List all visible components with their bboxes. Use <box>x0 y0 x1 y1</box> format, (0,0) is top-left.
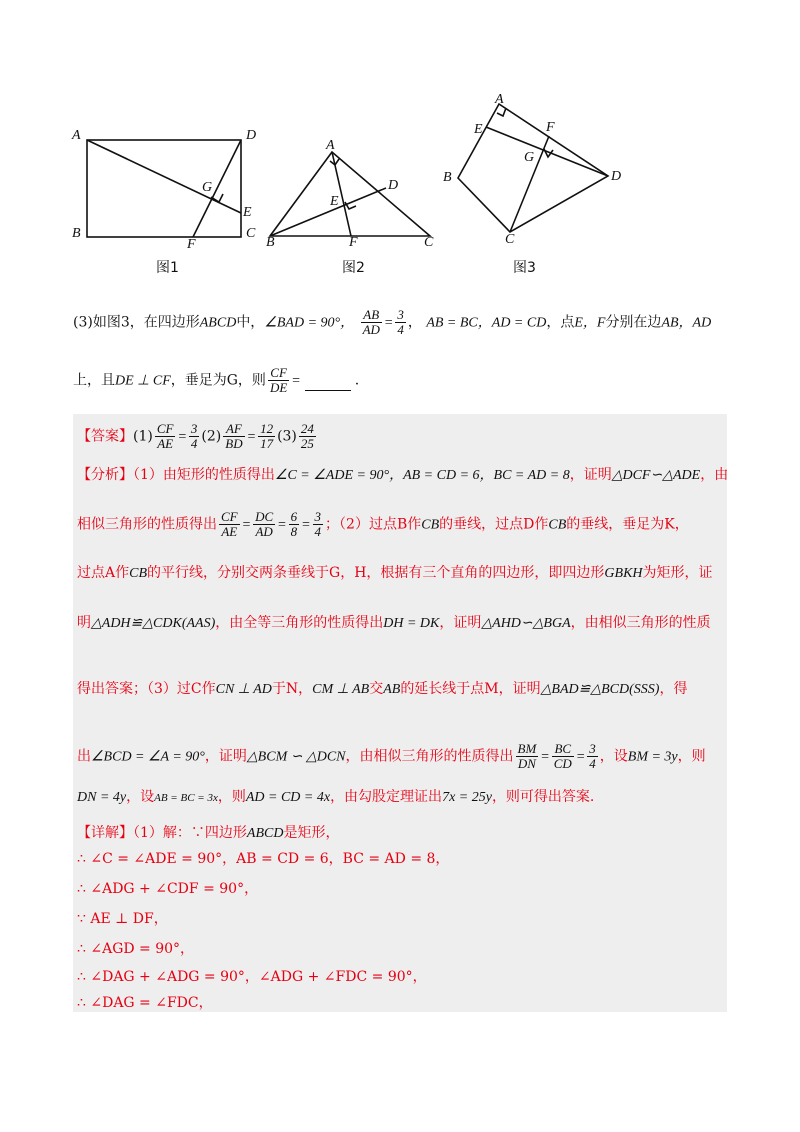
question-line-2: 上，且DE ⊥ CF，垂足为G，则 $\frac{CF}{DE}$ = . <box>73 365 360 395</box>
question-sides: AB，AD <box>661 315 712 331</box>
fig2-caption: 图2 <box>342 260 365 276</box>
detail-tag: 【详解】 <box>77 825 133 841</box>
question-ratio-value: $\frac{3}{4}$ <box>397 307 404 337</box>
figure-1 <box>60 120 270 280</box>
fig2-label-e: E <box>330 194 339 209</box>
fig2-label-f: F <box>349 235 358 250</box>
analysis-line-4: 明△ADH≌△CDK(AAS)，由全等三角形的性质得出DH = DK，证明△AHD∽△BGA，由相似三角形的性质 <box>77 615 711 631</box>
question-ask-frac: $\frac{CF}{DE}$ <box>269 365 288 395</box>
fig2-label-d: D <box>388 178 399 193</box>
detail-line-5: ∴ ∠AGD = 90°， <box>77 941 195 957</box>
fig2-label-c: C <box>424 235 434 250</box>
fig1-label-c: C <box>246 226 256 241</box>
answer-blank[interactable] <box>305 390 351 391</box>
detail-line-6: ∴ ∠DAG + ∠ADG = 90°，∠ADG + ∠FDC = 90°， <box>77 969 427 985</box>
analysis-line-5: 得出答案；（3）过C作CN ⊥ AD于N，CM ⊥ AB交AB的延长线于点M，证明△BAD≌△BCD(SSS)，得 <box>77 681 688 697</box>
analysis-tag: 【分析】 <box>77 467 133 483</box>
fig1-label-d: D <box>246 128 257 143</box>
question-eq1: AB = BC，AD = CD <box>426 315 547 331</box>
detail-line-4: ∵ AE ⊥ DF， <box>77 911 168 927</box>
fig1-label-g: G <box>202 180 213 195</box>
question-perp: DE ⊥ CF <box>115 373 171 389</box>
fig1-caption: 图1 <box>156 260 179 276</box>
question-part: (3)如图3，在四边形 <box>73 314 200 331</box>
fig3-label-b: B <box>443 170 452 185</box>
question-line-1: (3)如图3，在四边形ABCD中，∠BAD = 90°， $\frac{AB}{AD}$ = $\frac{3}{4}$ ， AB = BC，AD = CD，点E，F分别在边AB，AD <box>73 307 712 337</box>
question-angle: ∠BAD = 90°， <box>264 315 355 331</box>
figure-1-diagram <box>60 120 270 280</box>
figure-3-diagram <box>440 92 630 280</box>
fig1-label-a: A <box>72 128 81 143</box>
figure-2 <box>262 138 452 280</box>
question-quad: ABCD <box>199 315 237 331</box>
analysis-line-3: 过点A作CB的平行线，分别交两条垂线于G，H，根据有三个直角的四边形，即四边形GBKH为矩形，证 <box>77 565 713 581</box>
analysis-line-2: 相似三角形的性质得出 $\frac{CF}{AE}$ = $\frac{DC}{AD}$ = $\frac{6}{8}$ = $\frac{3}{4}$ ；（2）过点B作CB的垂线，过点D作CB的垂线，垂足为K， <box>77 509 689 539</box>
question-mid: 中， <box>236 314 265 331</box>
answer-panel <box>73 414 727 1012</box>
analysis-line-6: 出∠BCD = ∠A = 90°，证明△BCM ∽ △DCN，由相似三角形的性质得出 $\frac{BM}{DN}$ = $\frac{BC}{CD}$ = $\frac{3}{4}$ ，设BM = 3y，则 <box>77 741 706 771</box>
fig1-label-e: E <box>243 205 252 220</box>
fig3-caption: 图3 <box>513 260 536 276</box>
analysis-line-1: 【分析】（1）由矩形的性质得出∠C = ∠ADE = 90°，AB = CD = 6，BC = AD = 8，证明△DCF∽△ADE，由 <box>77 467 729 483</box>
fig3-label-e: E <box>474 122 483 137</box>
fig3-label-f: F <box>546 120 555 135</box>
fig3-label-a: A <box>495 92 504 107</box>
question-ratio-frac: $\frac{AB}{AD}$ <box>362 307 380 337</box>
fig2-label-b: B <box>266 235 275 250</box>
detail-line-1: 【详解】（1）解：∵四边形ABCD是矩形， <box>77 825 340 841</box>
detail-line-3: ∴ ∠ADG + ∠CDF = 90°， <box>77 881 259 897</box>
detail-line-2: ∴ ∠C = ∠ADE = 90°，AB = CD = 6，BC = AD = 8， <box>77 851 450 867</box>
answer-line: 【答案】(1) $\frac{CF}{AE}$ = $\frac{3}{4}$ (2) $\frac{AF}{BD}$ = $\frac{12}{17}$ (3) $\frac{24}{25}$ <box>77 421 314 451</box>
detail-line-7: ∴ ∠DAG = ∠FDC， <box>77 995 213 1011</box>
fig2-label-a: A <box>326 138 335 153</box>
figure-3 <box>440 92 630 280</box>
analysis-line-7: DN = 4y，设AB = BC = 3x，则AD = CD = 4x，由勾股定理证出7x = 25y，则可得出答案. <box>77 789 595 805</box>
fig1-label-f: F <box>187 237 196 252</box>
fig3-label-d: D <box>611 169 622 184</box>
fig3-label-g: G <box>524 150 535 165</box>
fig1-label-b: B <box>72 226 81 241</box>
fig3-label-c: C <box>505 232 515 247</box>
answer-tag: 【答案】 <box>77 428 133 445</box>
